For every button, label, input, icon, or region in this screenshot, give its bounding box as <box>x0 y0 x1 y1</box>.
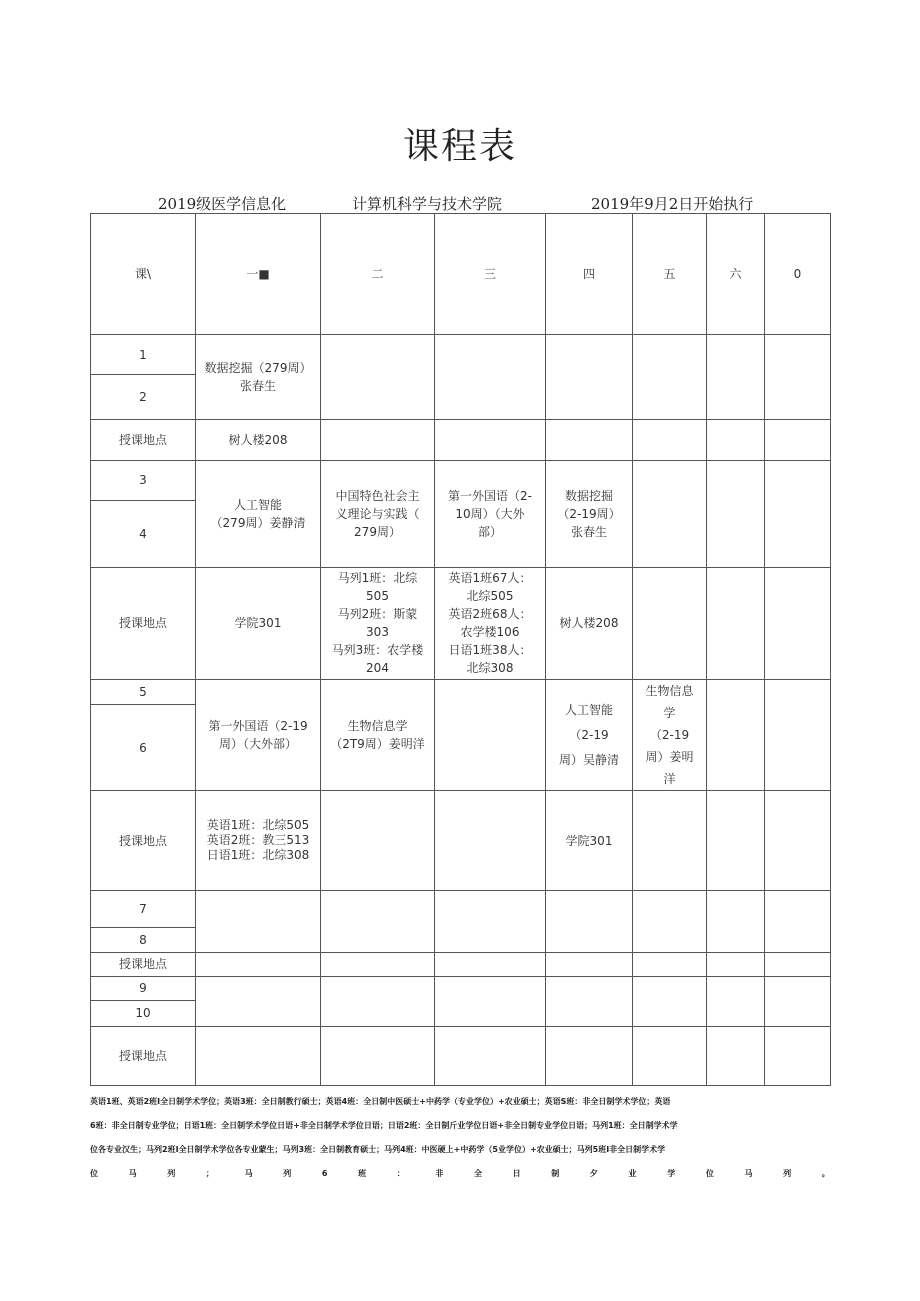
empty-cell <box>435 976 546 1026</box>
period-4: 4 <box>91 500 196 567</box>
footnote-char: 列 <box>283 1169 292 1178</box>
empty-cell <box>707 679 765 790</box>
footnote-char: 马 <box>128 1169 137 1178</box>
empty-cell <box>633 976 707 1026</box>
place-label: 授课地点 <box>91 420 196 460</box>
place-label: 授课地点 <box>91 567 196 679</box>
day-header-thu: 四 <box>546 214 633 335</box>
empty-cell <box>633 420 707 460</box>
empty-cell <box>633 952 707 976</box>
location-cell: 英语1班：北综505 英语2班：教三513 日语1班：北综308 <box>196 791 321 891</box>
empty-cell <box>196 952 321 976</box>
location-cell: 英语1班67人： 北综505 英语2班68人： 农学楼106 日语1班38人： 北综308 <box>435 567 546 679</box>
empty-cell <box>765 976 831 1026</box>
empty-cell <box>196 891 321 952</box>
period-3: 3 <box>91 460 196 500</box>
course-cell: 生物信息学 （2T9周）姜明洋 <box>321 679 435 790</box>
course-cell: 第一外国语（2-19 周）（大外部） <box>196 679 321 790</box>
day-header-mon: 一■ <box>196 214 321 335</box>
footnote-line: 6班：非全日制专业学位；日语1班：全日制学术学位日语+非全日制学术学位日语；日语2班：全日制斤业学位日语+非全日制专业学位日语；马列1班：全日制学术学 <box>90 1121 678 1130</box>
empty-cell <box>633 567 707 679</box>
period-2: 2 <box>91 375 196 420</box>
empty-cell <box>633 1026 707 1085</box>
empty-cell <box>546 1026 633 1085</box>
class-name: 2019级医学信息化 <box>158 195 287 213</box>
footnote-char: ： <box>396 1169 405 1178</box>
footnote-char: 制 <box>551 1169 560 1178</box>
timetable <box>90 213 831 1086</box>
empty-cell <box>196 1026 321 1085</box>
empty-cell <box>546 335 633 420</box>
course-cell: 第一外国语（2- 10周）（大外 部） <box>435 460 546 567</box>
empty-cell <box>321 952 435 976</box>
empty-cell <box>435 791 546 891</box>
empty-cell <box>765 335 831 420</box>
footnote-char: 列 <box>167 1169 176 1178</box>
footnote-char: 马 <box>244 1169 253 1178</box>
empty-cell <box>633 335 707 420</box>
course-cell: 数据挖掘（279周） 张春生 <box>196 335 321 420</box>
empty-cell <box>435 679 546 790</box>
period-8: 8 <box>91 927 196 952</box>
empty-cell <box>707 952 765 976</box>
empty-cell <box>546 891 633 952</box>
footnote-char: 6 <box>321 1169 328 1178</box>
empty-cell <box>765 952 831 976</box>
empty-cell <box>707 791 765 891</box>
empty-cell <box>321 891 435 952</box>
footnote-char: 学 <box>667 1169 676 1178</box>
empty-cell <box>765 1026 831 1085</box>
footnote-char: 位 <box>705 1169 714 1178</box>
course-cell: 人工智能 （279周）姜静清 <box>196 460 321 567</box>
period-7: 7 <box>91 891 196 927</box>
day-header-wed: 三 <box>435 214 546 335</box>
empty-cell <box>707 891 765 952</box>
course-cell: 生物信息 学 （2-19 周）姜明 洋 <box>633 679 707 790</box>
footnote-char: 马 <box>744 1169 753 1178</box>
footnote-char: ； <box>205 1169 214 1178</box>
footnote-line: 英语1班、英语2班I全日制学术学位；英语3班：全日制教行硕士；英语4班：全日制中医硕士+中药学（专业学位）+农业硕士；英语S班：非全日制学术学位；英语 <box>90 1097 671 1106</box>
footnote-char: 位 <box>90 1169 98 1178</box>
period-10: 10 <box>91 1000 196 1026</box>
empty-cell <box>435 1026 546 1085</box>
footnote-last-line <box>90 1167 830 1180</box>
empty-cell <box>546 952 633 976</box>
empty-cell <box>435 335 546 420</box>
footnote-char: 。 <box>821 1169 830 1178</box>
footnote-char: 夕 <box>589 1169 598 1178</box>
course-cell: 中国特色社会主 义理论与实践（ 279周） <box>321 460 435 567</box>
course-cell: 数据挖掘 （2-19周） 张春生 <box>546 460 633 567</box>
day-header-fri: 五 <box>633 214 707 335</box>
empty-cell <box>765 891 831 952</box>
empty-cell <box>707 335 765 420</box>
page-title: 课程表 <box>402 126 517 167</box>
place-label: 授课地点 <box>91 952 196 976</box>
empty-cell <box>707 976 765 1026</box>
footnote-char: 业 <box>628 1169 637 1178</box>
empty-cell <box>633 460 707 567</box>
empty-cell <box>765 460 831 567</box>
empty-cell <box>435 891 546 952</box>
footnote-char: 非 <box>435 1169 444 1178</box>
empty-cell <box>707 567 765 679</box>
place-label: 授课地点 <box>91 1026 196 1085</box>
empty-cell <box>633 791 707 891</box>
empty-cell <box>196 976 321 1026</box>
empty-cell <box>633 891 707 952</box>
empty-cell <box>765 567 831 679</box>
day-header-sat: 六 <box>707 214 765 335</box>
empty-cell <box>765 791 831 891</box>
day-header-tue: 二 <box>321 214 435 335</box>
empty-cell <box>707 460 765 567</box>
place-label: 授课地点 <box>91 791 196 891</box>
empty-cell <box>435 952 546 976</box>
empty-cell <box>321 420 435 460</box>
footnote-char: 列 <box>783 1169 792 1178</box>
location-cell: 学院301 <box>546 791 633 891</box>
empty-cell <box>546 420 633 460</box>
footnote-char: 全 <box>473 1169 482 1178</box>
location-cell: 学院301 <box>196 567 321 679</box>
footnote-line: 位各专业汉生；马列2班I全日制学术学位各专业蒙生；马列3班：全日制教育硕士；马列4班：中医硬上+中药学（5业学位）+农业硕士；马列5班I非全日制学术学 <box>90 1145 666 1154</box>
empty-cell <box>321 1026 435 1085</box>
start-date: 2019年9月2日开始执行 <box>591 195 754 213</box>
empty-cell <box>707 420 765 460</box>
empty-cell <box>321 791 435 891</box>
period-5: 5 <box>91 679 196 704</box>
course-cell: 人工智能 （2-19 周）吴静清 <box>546 679 633 790</box>
empty-cell <box>546 976 633 1026</box>
empty-cell <box>321 976 435 1026</box>
school-name: 计算机科学与技术学院 <box>352 195 503 213</box>
empty-cell <box>321 335 435 420</box>
day-header-sun: 0 <box>765 214 831 335</box>
empty-cell <box>765 420 831 460</box>
footnote-char: 班 <box>358 1169 367 1178</box>
period-6: 6 <box>91 705 196 791</box>
empty-cell <box>765 679 831 790</box>
empty-cell <box>707 1026 765 1085</box>
period-9: 9 <box>91 976 196 1000</box>
location-cell: 马列1班：北综 505 马列2班：斯蒙 303 马列3班：农学楼 204 <box>321 567 435 679</box>
period-1: 1 <box>91 335 196 375</box>
corner-cell: 课\ <box>91 214 196 335</box>
location-cell: 树人楼208 <box>196 420 321 460</box>
location-cell: 树人楼208 <box>546 567 633 679</box>
empty-cell <box>435 420 546 460</box>
footnote-char: 日 <box>512 1169 521 1178</box>
